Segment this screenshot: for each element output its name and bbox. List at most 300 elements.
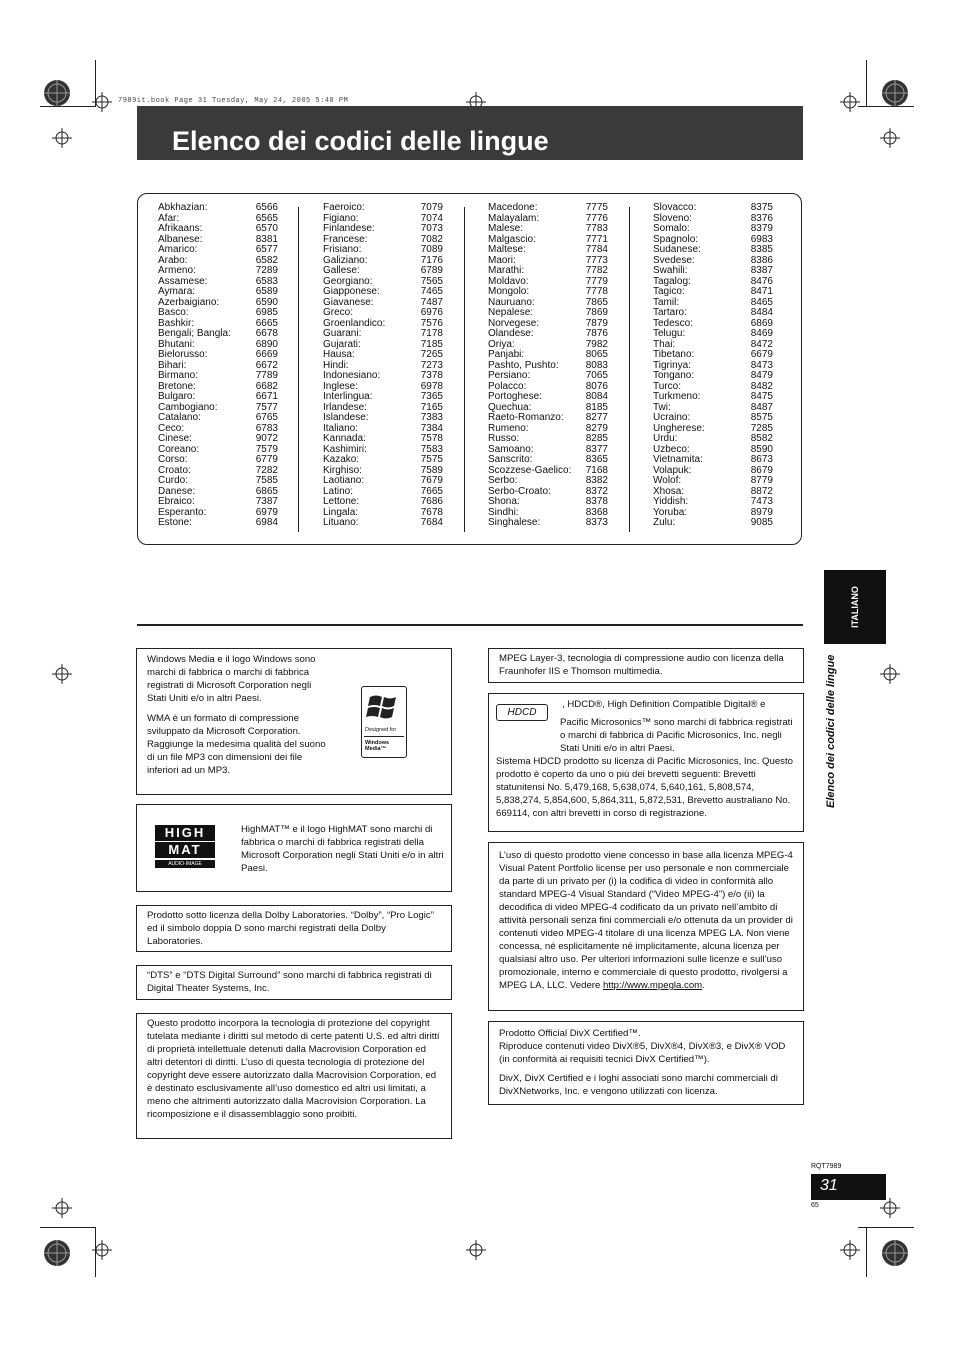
- highmat-logo-line3: AUDIO·IMAGE: [155, 860, 215, 868]
- crosshair-icon: [880, 128, 900, 148]
- language-row: [653, 350, 773, 361]
- language-code: 8469: [750, 328, 773, 339]
- language-tab-label: ITALIANO: [849, 586, 860, 628]
- language-name: Faeroico:: [323, 202, 365, 213]
- language-name: Coreano:: [158, 443, 200, 455]
- language-name: Thai:: [653, 338, 676, 350]
- language-row: [158, 308, 278, 319]
- language-code: 6669: [255, 349, 278, 360]
- language-code: 7089: [420, 244, 443, 255]
- language-code: 8376: [750, 212, 773, 224]
- language-code: 7686: [420, 496, 443, 507]
- language-code: 9085: [750, 517, 773, 528]
- language-code: 7585: [255, 475, 278, 486]
- registration-mark-icon: [880, 1238, 910, 1268]
- mpeg4-text-end: .: [702, 980, 705, 991]
- language-row: [323, 455, 443, 466]
- section-side-label-text: Elenco dei codici delle lingue: [825, 654, 837, 808]
- language-code: 8487: [750, 401, 773, 413]
- language-row: [488, 476, 608, 487]
- language-name: Malayalam:: [488, 212, 540, 224]
- language-code: 7876: [585, 328, 608, 339]
- language-row: [653, 518, 773, 529]
- language-code: 6979: [255, 506, 278, 518]
- mpeg4-notice: [488, 842, 804, 1011]
- language-code: 6589: [255, 286, 278, 297]
- language-name: Georgiano:: [323, 275, 373, 287]
- language-name: Somalo:: [653, 223, 690, 234]
- language-name: Svedese:: [653, 254, 695, 266]
- language-row: [653, 203, 773, 214]
- language-code: 7073: [420, 223, 443, 234]
- language-code: 7168: [585, 464, 608, 476]
- language-code: 8673: [750, 454, 773, 465]
- language-name: Tedesco:: [653, 317, 694, 329]
- language-code: 7773: [585, 254, 608, 266]
- language-name: Kannada:: [323, 433, 366, 444]
- language-name: Portoghese:: [488, 391, 542, 402]
- language-name: Rumeno:: [488, 422, 529, 434]
- language-name: Macedone:: [488, 202, 538, 213]
- language-name: Twi:: [653, 401, 671, 413]
- language-row: [323, 392, 443, 403]
- dolby-text: Prodotto sotto licenza della Dolby Laboratories. “Dolby”, “Pro Logic” ed il simbolo doppia D sono marchi registrati della Dolby Laboratories.: [147, 910, 434, 947]
- language-name: Serbo:: [488, 475, 518, 486]
- language-code: 7869: [585, 307, 608, 318]
- language-code: 6984: [255, 517, 278, 528]
- language-code: 8083: [585, 359, 608, 371]
- language-column-2: [323, 203, 443, 529]
- language-name: Sloveno:: [653, 212, 692, 224]
- language-code: 8381: [255, 233, 278, 245]
- language-name: Raeto-Romanzo:: [488, 412, 564, 423]
- macrovision-notice: [136, 1013, 452, 1139]
- language-code: 7684: [420, 517, 443, 528]
- language-name: Danese:: [158, 485, 196, 497]
- language-code: 7074: [420, 212, 443, 224]
- language-row: [158, 287, 278, 298]
- language-code: 7273: [420, 359, 443, 371]
- language-name: Xhosa:: [653, 485, 685, 497]
- language-name: Spagnolo:: [653, 233, 699, 245]
- language-name: Mongolo:: [488, 286, 530, 297]
- divx-text-2: DivX, DivX Certified e i loghi associati sono marchi commerciali di DivXNetworks, Inc. e vengono utilizzati con licenza.: [499, 1073, 778, 1097]
- language-code: 6985: [255, 307, 278, 318]
- language-row: [323, 434, 443, 445]
- language-code: 8065: [585, 349, 608, 360]
- language-name: Inglese:: [323, 380, 359, 392]
- language-code: 8387: [750, 265, 773, 276]
- language-name: Yoruba:: [653, 506, 688, 518]
- language-code: 7082: [420, 233, 443, 245]
- mpeg-layer3-notice: [488, 648, 804, 683]
- language-code: 6890: [255, 338, 278, 350]
- language-row: [653, 413, 773, 424]
- language-column-4: [653, 203, 773, 529]
- language-code: 6671: [255, 391, 278, 402]
- language-code: 7575: [420, 454, 443, 465]
- language-row: [323, 245, 443, 256]
- crosshair-icon: [52, 128, 72, 148]
- language-code: 7678: [420, 506, 443, 518]
- language-name: Sindhi:: [488, 506, 519, 518]
- language-name: Amarico:: [158, 244, 198, 255]
- language-code: 7778: [585, 286, 608, 297]
- language-name: Telugu:: [653, 328, 686, 339]
- language-name: Italiano:: [323, 422, 359, 434]
- crosshair-icon: [52, 664, 72, 684]
- language-code: 8185: [585, 401, 608, 413]
- language-name: Figiano:: [323, 212, 359, 224]
- language-code: 7577: [255, 401, 278, 413]
- highmat-logo-line2: MAT: [155, 842, 215, 858]
- language-name: Afar:: [158, 212, 180, 224]
- language-name: Abkhazian:: [158, 202, 208, 213]
- language-name: Laotiano:: [323, 475, 365, 486]
- language-row: [653, 224, 773, 235]
- language-code: 8386: [750, 254, 773, 266]
- language-row: [158, 350, 278, 361]
- language-code: 8479: [750, 370, 773, 381]
- language-row: [488, 497, 608, 508]
- language-code: 8465: [750, 296, 773, 308]
- language-code: 8382: [585, 475, 608, 486]
- language-name: Maltese:: [488, 244, 526, 255]
- logo-windows-media: Windows Media™: [365, 740, 390, 752]
- language-name: Afrikaans:: [158, 223, 203, 234]
- language-code: 7282: [255, 464, 278, 476]
- language-code: 8471: [750, 286, 773, 297]
- language-code: 8979: [750, 506, 773, 518]
- language-name: Swahili:: [653, 265, 688, 276]
- language-code: 8378: [585, 496, 608, 507]
- language-name: Shona:: [488, 496, 520, 507]
- language-name: Islandese:: [323, 412, 369, 423]
- language-row: [158, 497, 278, 508]
- language-row: [158, 266, 278, 277]
- language-code: 6779: [255, 454, 278, 465]
- language-name: Irlandese:: [323, 401, 367, 413]
- crosshair-icon: [466, 1240, 486, 1260]
- language-code: 6565: [255, 212, 278, 224]
- language-code: 8475: [750, 391, 773, 402]
- language-row: [488, 245, 608, 256]
- language-row: [653, 287, 773, 298]
- dts-notice: [136, 965, 452, 1000]
- hdcd-text-line1: , HDCD®, High Definition Compatible Digital® e: [562, 699, 766, 710]
- language-row: [488, 266, 608, 277]
- language-name: Volapuk:: [653, 464, 692, 476]
- language-code: 7771: [585, 233, 608, 245]
- language-row: [488, 350, 608, 361]
- language-code: 8375: [750, 202, 773, 213]
- language-row: [323, 413, 443, 424]
- language-name: Tongano:: [653, 370, 695, 381]
- language-name: Wolof:: [653, 475, 682, 486]
- language-row: [653, 476, 773, 487]
- language-name: Tagalog:: [653, 275, 691, 287]
- language-name: Nepalese:: [488, 307, 534, 318]
- language-row: [653, 497, 773, 508]
- language-code: 7565: [420, 275, 443, 287]
- language-code: 7583: [420, 443, 443, 455]
- language-name: Galiziano:: [323, 254, 368, 266]
- mpeg4-text: [499, 849, 793, 992]
- language-name: Bashkir:: [158, 317, 195, 329]
- language-row: [653, 329, 773, 340]
- language-code: 7065: [585, 370, 608, 381]
- language-row: [158, 224, 278, 235]
- language-name: Panjabi:: [488, 349, 525, 360]
- language-name: Lettone:: [323, 496, 360, 507]
- language-code: 7473: [750, 496, 773, 507]
- language-code: 8482: [750, 380, 773, 392]
- language-code: 7879: [585, 317, 608, 329]
- highmat-logo-line1: HIGH: [155, 825, 215, 841]
- language-name: Tagico:: [653, 286, 685, 297]
- language-name: Arabo:: [158, 254, 188, 266]
- language-row: [158, 329, 278, 340]
- language-row: [158, 203, 278, 214]
- language-row: [488, 371, 608, 382]
- language-name: Finlandese:: [323, 223, 375, 234]
- highmat-notice: [136, 804, 452, 892]
- language-code: 7775: [585, 202, 608, 213]
- language-code: 7784: [585, 244, 608, 255]
- windows-media-text-2: WMA è un formato di compressione sviluppato da Microsoft Corporation. Raggiunge la medesima qualità del suono di un file MP3 con dimensioni dei file inferiori ad un MP3.: [147, 713, 326, 776]
- windows-media-text-1: Windows Media e il logo Windows sono marchi di fabbrica o marchi di fabbrica registrati di Microsoft Corporation negli Stati Uniti e/o in altri Paesi.: [147, 654, 316, 704]
- language-code: 8368: [585, 506, 608, 518]
- language-code: 7176: [420, 254, 443, 266]
- language-code: 7465: [420, 286, 443, 297]
- language-name: Indonesiano:: [323, 370, 381, 381]
- language-name: Singhalese:: [488, 517, 541, 528]
- language-code: 9072: [255, 433, 278, 444]
- language-name: Kirghiso:: [323, 464, 362, 476]
- language-name: Scozzese-Gaelico:: [488, 464, 572, 476]
- language-row: [488, 434, 608, 445]
- language-code: 8484: [750, 307, 773, 318]
- language-name: Croato:: [158, 464, 191, 476]
- language-name: Russo:: [488, 433, 520, 444]
- logo-designed-for: Designed for: [365, 727, 397, 733]
- language-code: 6577: [255, 244, 278, 255]
- language-name: Catalano:: [158, 412, 201, 423]
- language-name: Bengali; Bangla:: [158, 328, 231, 339]
- language-code: 8285: [585, 433, 608, 444]
- language-name: Quechua:: [488, 401, 532, 413]
- language-code: 8476: [750, 275, 773, 287]
- language-code: 8872: [750, 485, 773, 497]
- language-row: [653, 266, 773, 277]
- language-name: Albanese:: [158, 233, 203, 245]
- language-code: 6765: [255, 412, 278, 423]
- language-name: Groenlandico:: [323, 317, 386, 329]
- language-code: 7679: [420, 475, 443, 486]
- language-name: Maori:: [488, 254, 516, 266]
- language-code: 8575: [750, 412, 773, 423]
- language-name: Tigrinya:: [653, 359, 691, 371]
- hdcd-logo: HDCD: [496, 704, 548, 721]
- language-code: 6783: [255, 422, 278, 434]
- language-row: [323, 203, 443, 214]
- language-row: [323, 518, 443, 529]
- language-code: 8379: [750, 223, 773, 234]
- language-code: 7665: [420, 485, 443, 497]
- language-name: Assamese:: [158, 275, 208, 287]
- language-name: Ungherese:: [653, 422, 705, 434]
- language-row: [653, 371, 773, 382]
- column-divider: [298, 207, 299, 532]
- language-code: 7982: [585, 338, 608, 350]
- language-name: Turco:: [653, 380, 681, 392]
- language-code: 7789: [255, 370, 278, 381]
- language-code: 8277: [585, 412, 608, 423]
- language-code: 6983: [750, 233, 773, 245]
- language-code: 7265: [420, 349, 443, 360]
- registration-mark-icon: [42, 78, 72, 108]
- divx-text-1a: Prodotto Official DivX Certified™.: [499, 1028, 641, 1039]
- language-name: Ebraico:: [158, 496, 195, 507]
- language-name: Francese:: [323, 233, 368, 245]
- language-name: Oriya:: [488, 338, 515, 350]
- language-row: [653, 308, 773, 319]
- hdcd-text-line2: Pacific Microsonics™ sono marchi di fabbrica registrati o marchi di fabbrica di Pacific Microsonics, Inc. negli Stati Uniti e/o in altri Paesi.: [560, 717, 793, 754]
- language-name: Hausa:: [323, 349, 355, 360]
- mpeg4-text-body: L’uso di questo prodotto viene concesso in base alla licenza MPEG-4 Visual Patent Portfolio license per uso personale e non commerciale da parte di un privato per (i) la codifica di video in conformità allo standard MPEG-4 Visual Standard (“Video MPEG-4”) e/o (ii) la decodifica di video MPEG-4 codificato da un privato nell’ambito di attività personali senza fini commerciali e/o ottenuta da un provider di contenuti video MPEG-4 titolare di una licenza MPEG LA. Non viene concessa, né esplicitamente né implicitamente, alcuna licenza per qualsiasi altro uso. Per ulteriori informazioni sulle licenze e sull’uso promozionale, interno e commerciale di questo prodotto, rivolgersi a MPEG LA, LLC. Vedere: [499, 850, 793, 991]
- language-name: Olandese:: [488, 328, 534, 339]
- language-name: Gujarati:: [323, 338, 361, 350]
- highmat-text: HighMAT™ e il logo HighMAT sono marchi di fabbrica o marchi di fabbrica registrati della Microsoft Corporation negli Stati Uniti e/o in altri Paesi.: [241, 824, 444, 874]
- language-column-3: [488, 203, 608, 529]
- crosshair-icon: [880, 664, 900, 684]
- language-name: Giavanese:: [323, 296, 374, 308]
- language-name: Moldavo:: [488, 275, 529, 287]
- crosshair-icon: [880, 1198, 900, 1218]
- language-code: 7178: [420, 328, 443, 339]
- divx-notice: [488, 1021, 804, 1105]
- language-name: Samoano:: [488, 443, 534, 455]
- language-name: Bihari:: [158, 359, 187, 371]
- language-name: Latino:: [323, 485, 354, 497]
- language-name: Guarani:: [323, 328, 362, 339]
- language-code: 6869: [750, 317, 773, 329]
- page-number: 31: [820, 1177, 838, 1194]
- dolby-notice: [136, 905, 452, 952]
- language-name: Greco:: [323, 307, 354, 318]
- language-code: 8084: [585, 391, 608, 402]
- hdcd-notice: [488, 693, 804, 832]
- language-row: [323, 224, 443, 235]
- language-row: [323, 287, 443, 298]
- language-code: 7782: [585, 265, 608, 276]
- language-name: Zulu:: [653, 517, 676, 528]
- language-name: Bhutani:: [158, 338, 195, 350]
- language-name: Norvegese:: [488, 317, 540, 329]
- language-name: Gallese:: [323, 265, 360, 276]
- language-name: Malese:: [488, 223, 524, 234]
- language-row: [323, 308, 443, 319]
- language-code: 8779: [750, 475, 773, 486]
- language-row: [323, 497, 443, 508]
- language-name: Slovacco:: [653, 202, 697, 213]
- language-name: Persiano:: [488, 370, 531, 381]
- language-column-1: [158, 203, 278, 529]
- language-code: 7779: [585, 275, 608, 287]
- language-name: Cambogiano:: [158, 401, 218, 413]
- language-row: [488, 518, 608, 529]
- language-code: 8377: [585, 443, 608, 455]
- mpegla-link[interactable]: http://www.mpegla.com: [603, 980, 703, 991]
- language-name: Birmano:: [158, 370, 199, 381]
- language-name: Marathi:: [488, 265, 525, 276]
- language-name: Cinese:: [158, 433, 192, 444]
- language-code: 6978: [420, 380, 443, 392]
- language-name: Urdu:: [653, 433, 678, 444]
- language-code: 6583: [255, 275, 278, 287]
- model-number: RQT7989: [811, 1163, 842, 1170]
- language-row: [323, 350, 443, 361]
- language-code: 8365: [585, 454, 608, 465]
- macrovision-text: Questo prodotto incorpora la tecnologia di protezione del copyright tutelata mediante i diritti sul metodo di certe patenti U.S. ed altri diritti di proprietà intellettuale detenuti dalla Macrovision Corporation ed altri detentori di diritti. L’uso di questa tecnologia di protezione del copyright deve essere autorizzato dalla Macrovision Corporation, ed è destinato esclusivamente all’uso domestico ed altri usi limitati, a meno che altrimenti autorizzato dalla Macrovision Corporation. La ricomposizione e il disassemblaggio sono proibiti.: [147, 1018, 440, 1120]
- language-name: Bulgaro:: [158, 391, 196, 402]
- language-name: Ucraino:: [653, 412, 691, 423]
- divx-text-1b: Riproduce contenuti video DivX®5, DivX®4, DivX®3, e DivX® VOD (in conformità ai requisiti tecnici DivX Certified™).: [499, 1041, 786, 1065]
- crosshair-icon: [840, 92, 860, 112]
- language-code: 6570: [255, 223, 278, 234]
- language-code: 7589: [420, 464, 443, 476]
- windows-media-notice: [136, 648, 452, 795]
- language-name: Polacco:: [488, 380, 527, 392]
- language-code: 7783: [585, 223, 608, 234]
- language-name: Hindi:: [323, 359, 349, 371]
- language-row: [488, 413, 608, 424]
- dts-text: “DTS” e “DTS Digital Surround” sono marchi di fabbrica registrati di Digital Theater Systems, Inc.: [147, 970, 432, 994]
- language-name: Nauruano:: [488, 296, 535, 308]
- language-code: 6582: [255, 254, 278, 266]
- language-row: [653, 392, 773, 403]
- language-name: Serbo-Croato:: [488, 485, 551, 497]
- language-code: 7776: [585, 212, 608, 224]
- language-code: 6976: [420, 307, 443, 318]
- language-name: Corso:: [158, 454, 188, 465]
- language-name: Frisiano:: [323, 244, 362, 255]
- language-name: Armeno:: [158, 265, 196, 276]
- language-row: [158, 434, 278, 445]
- highmat-logo: [155, 825, 215, 871]
- language-code: 6682: [255, 380, 278, 392]
- language-name: Uzbeco:: [653, 443, 690, 455]
- language-row: [488, 392, 608, 403]
- language-code: 6590: [255, 296, 278, 308]
- language-code: 7079: [420, 202, 443, 213]
- language-row: [653, 434, 773, 445]
- language-row: [323, 266, 443, 277]
- language-name: Estone:: [158, 517, 192, 528]
- language-row: [488, 224, 608, 235]
- language-code: 7289: [255, 265, 278, 276]
- language-row: [158, 476, 278, 487]
- language-name: Interlingua:: [323, 391, 373, 402]
- language-name: Kashimiri:: [323, 443, 367, 455]
- registration-mark-icon: [42, 1238, 72, 1268]
- language-code: 7365: [420, 391, 443, 402]
- language-code: 8279: [585, 422, 608, 434]
- language-code: 8582: [750, 433, 773, 444]
- language-code: 6672: [255, 359, 278, 371]
- page-title: Elenco dei codici delle lingue: [172, 126, 549, 156]
- column-divider: [629, 207, 630, 532]
